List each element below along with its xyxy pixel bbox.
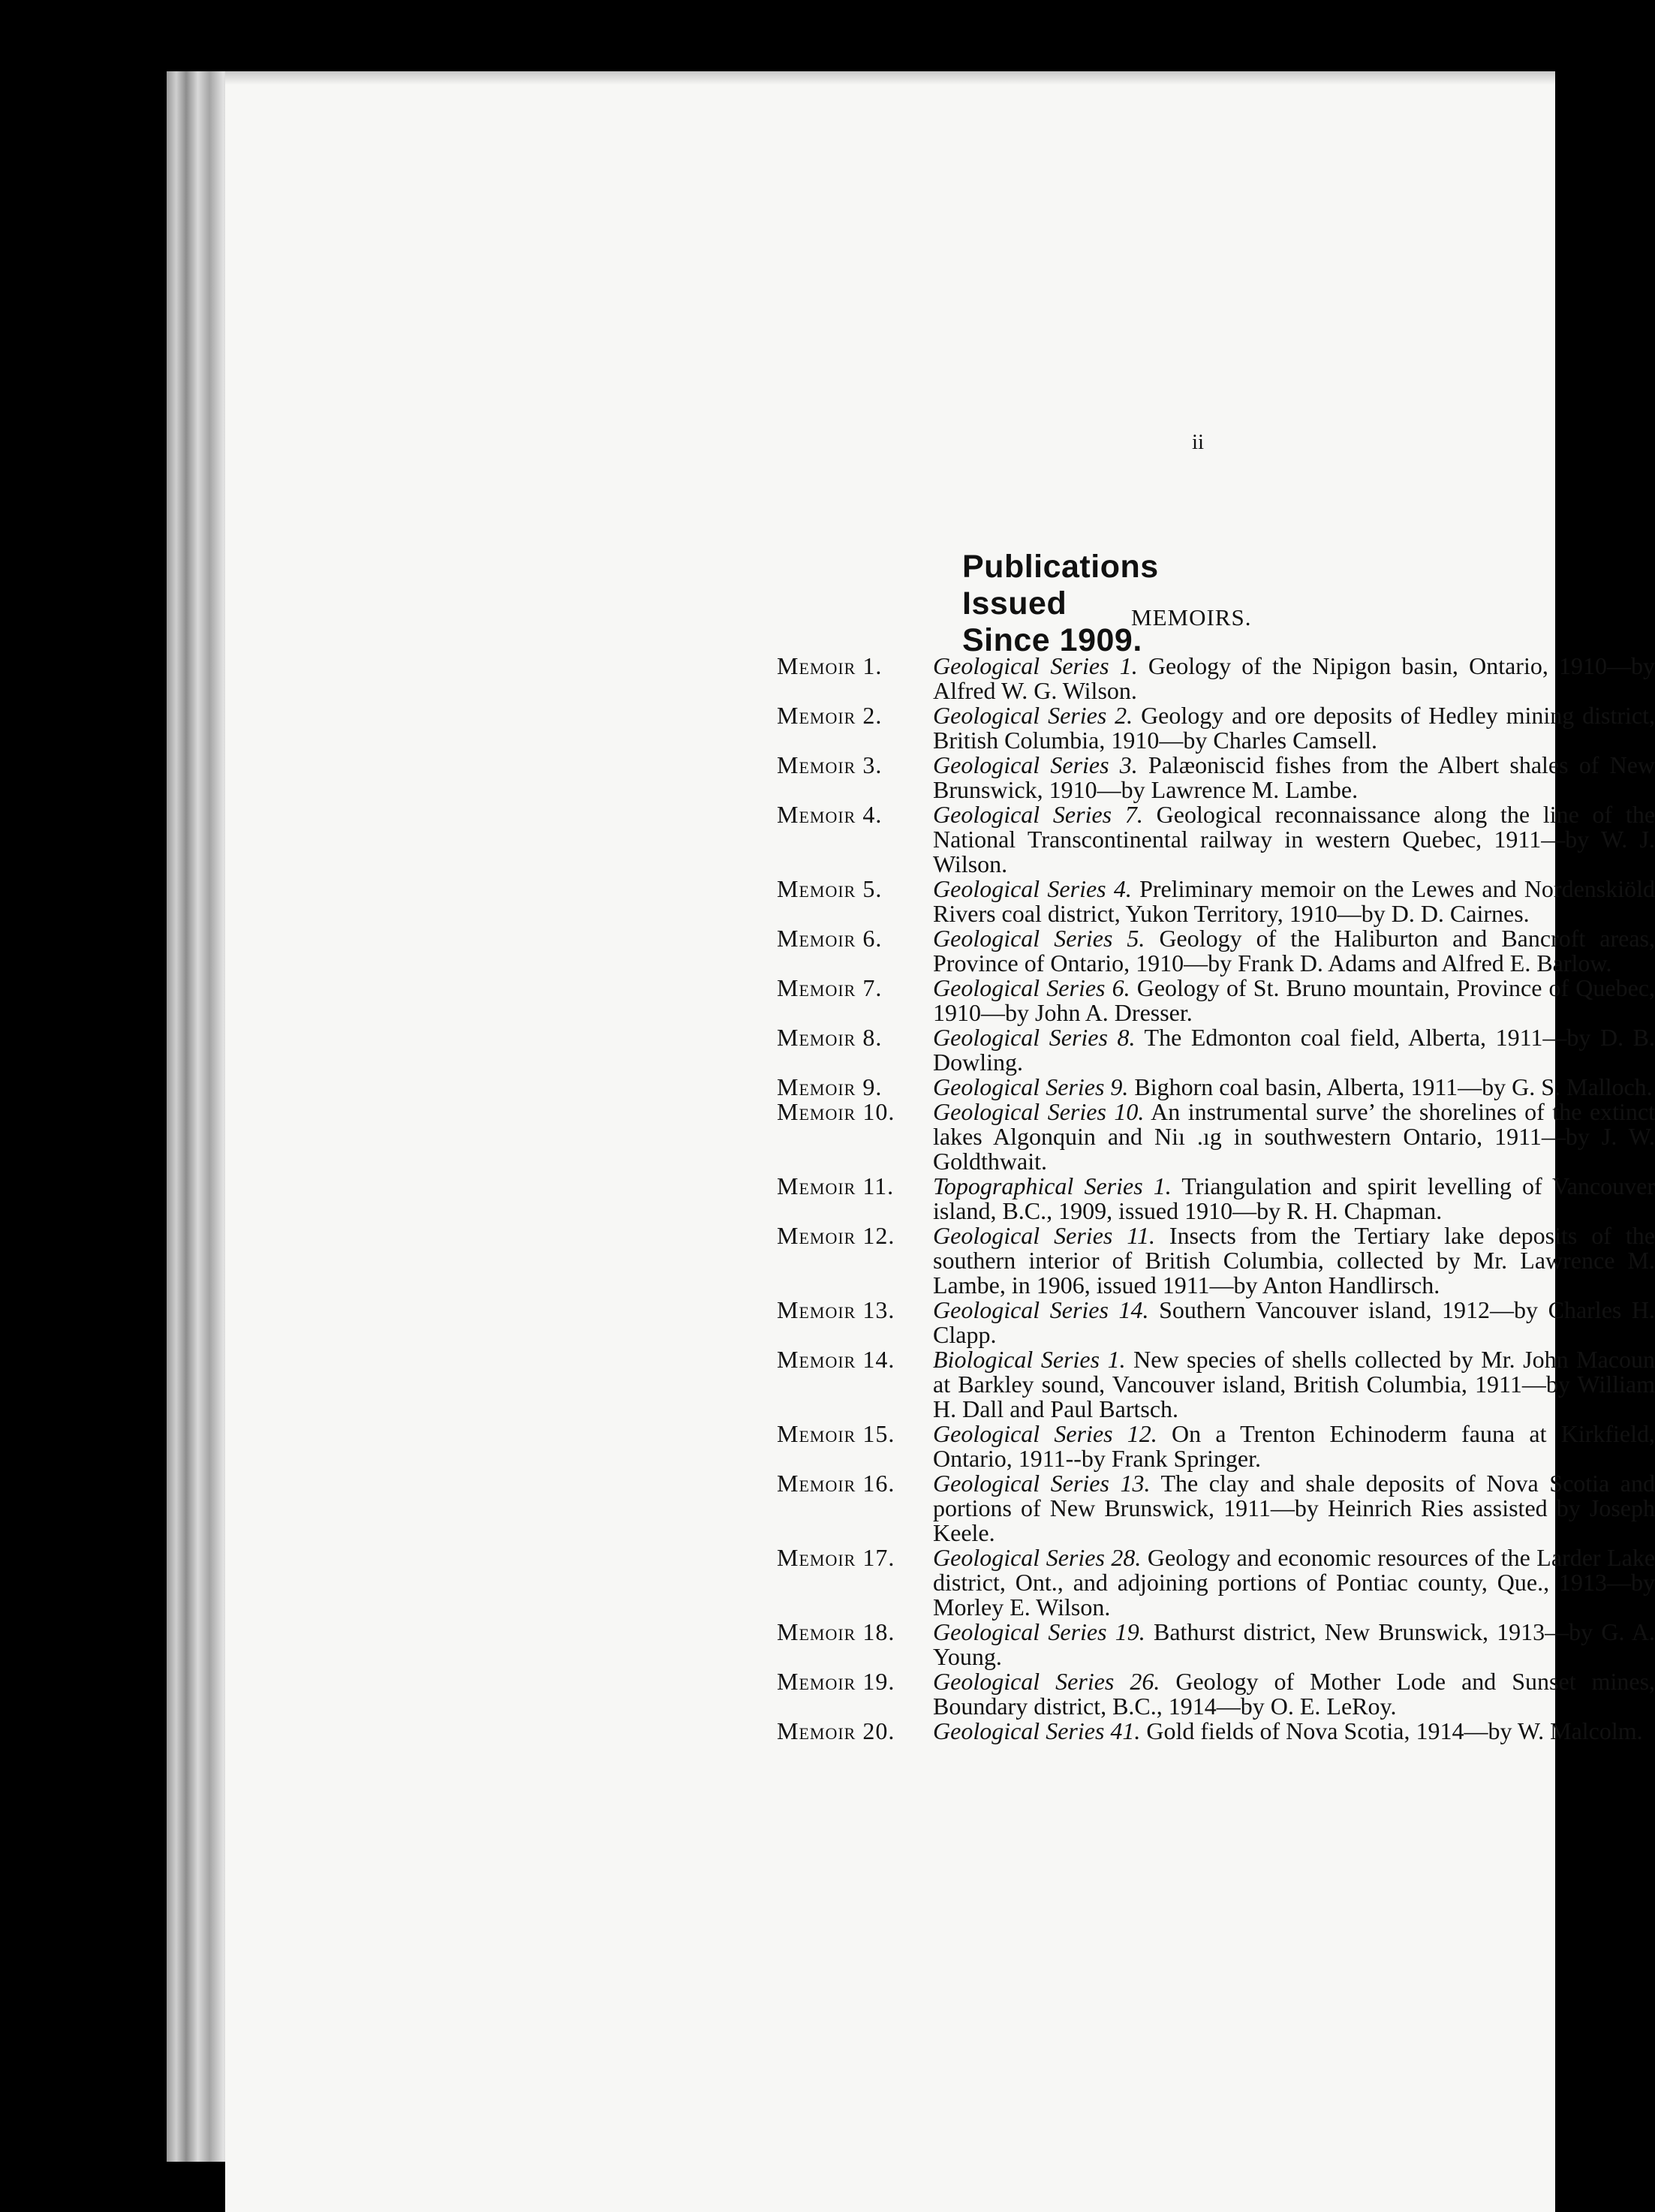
memoir-number: Memoir 3. xyxy=(777,751,883,778)
series-label: Geological Series 4. xyxy=(933,875,1132,902)
memoir-number: Memoir 7. xyxy=(777,974,883,1001)
memoir-text: Bathurst district, New Brunswick, 1913—by G. A. Young. xyxy=(933,1618,1655,1670)
memoir-text: Bighorn coal basin, Alberta, 1911—by G. S. Malloch. xyxy=(1134,1073,1653,1100)
series-label: Geological Series 5. xyxy=(933,925,1145,952)
memoir-entry xyxy=(777,1471,1655,1545)
series-label: Geological Series 14. xyxy=(933,1296,1149,1323)
memoir-number: Memoir 11. xyxy=(777,1172,895,1199)
memoir-text: Geology of the Nipigon basin, Ontario, 1910—by Alfred W. G. Wilson. xyxy=(933,652,1655,704)
memoir-entry xyxy=(777,1545,1655,1620)
memoir-entry xyxy=(777,926,1655,976)
memoir-text: Geology of Mother Lode and Sunset mines, Boundary district, B.C., 1914—by O. E. LeRoy. xyxy=(933,1668,1655,1720)
series-label: Geological Series 26. xyxy=(933,1668,1160,1695)
memoir-description xyxy=(933,753,1655,802)
memoir-description xyxy=(933,802,1655,877)
page-title: Publications Issued Since 1909. xyxy=(962,549,1159,658)
series-label: Geological Series 3. xyxy=(933,751,1138,778)
memoir-description xyxy=(933,1075,1655,1100)
memoir-entry xyxy=(777,753,1655,802)
memoir-number: Memoir 20. xyxy=(777,1717,895,1744)
memoir-number: Memoir 2. xyxy=(777,702,883,729)
series-label: Topographical Series 1. xyxy=(933,1172,1172,1199)
series-label: Geological Series 41. xyxy=(933,1717,1141,1744)
memoir-number: Memoir 14. xyxy=(777,1346,895,1373)
memoir-description xyxy=(933,1298,1655,1347)
memoir-description xyxy=(933,1025,1655,1075)
series-label: Geological Series 13. xyxy=(933,1470,1151,1497)
memoir-description xyxy=(933,1100,1655,1174)
memoir-entry xyxy=(777,976,1655,1025)
series-label: Geological Series 11. xyxy=(933,1222,1155,1249)
memoir-description xyxy=(933,1620,1655,1669)
memoir-number: Memoir 18. xyxy=(777,1618,895,1645)
memoir-entry xyxy=(777,1620,1655,1669)
memoir-number: Memoir 1. xyxy=(777,652,883,679)
memoir-number: Memoir 17. xyxy=(777,1544,895,1571)
memoir-text: Triangulation and spirit levelling of Vancouver island, B.C., 1909, issued 1910—by R. H. Chapman. xyxy=(933,1172,1655,1224)
series-label: Geological Series 10. xyxy=(933,1098,1145,1125)
memoir-text: Insects from the Tertiary lake deposits of the southern interior of British Columbia, collected by Mr. Lawrence M. Lambe, in 1906, issued 1911—by Anton Handlirsch. xyxy=(933,1222,1655,1299)
series-label: Geological Series 2. xyxy=(933,702,1133,729)
memoir-text: Preliminary memoir on the Lewes and Nordenskiöld Rivers coal district, Yukon Territory, 1910—by D. D. Cairnes. xyxy=(933,875,1655,927)
document-page xyxy=(225,71,1655,2212)
memoir-text: Geology and ore deposits of Hedley mining district, British Columbia, 1910—by Charles Camsell. xyxy=(933,702,1655,754)
series-label: Biological Series 1. xyxy=(933,1346,1126,1373)
memoir-entry xyxy=(777,802,1655,877)
memoir-description xyxy=(933,1669,1655,1719)
memoir-text: Palæoniscid fishes from the Albert shales of New Brunswick, 1910—by Lawrence M. Lambe. xyxy=(933,751,1655,803)
memoir-text: Geology and economic resources of the Larder Lake district, Ont., and adjoining portions of Pontiac county, Que., 1913—by Morley E. Wilson. xyxy=(933,1544,1655,1621)
memoir-text: Southern Vancouver island, 1912—by Charles H. Clapp. xyxy=(933,1296,1655,1348)
memoir-number: Memoir 15. xyxy=(777,1420,895,1447)
memoir-entry xyxy=(777,1075,1655,1100)
memoir-number: Memoir 9. xyxy=(777,1073,883,1100)
series-label: Geological Series 19. xyxy=(933,1618,1145,1645)
memoir-entry xyxy=(777,1422,1655,1471)
memoir-entry xyxy=(777,1347,1655,1422)
memoir-text: The Edmonton coal field, Alberta, 1911—by D. B. Dowling. xyxy=(933,1024,1655,1076)
memoir-entry xyxy=(777,654,1655,703)
memoir-text: An instrumental surve’ the shorelines of the extinct lakes Algonquin and Niı .ıg in southwestern Ontario, 1911—by J. W. Goldthwait. xyxy=(933,1098,1655,1175)
series-label: Geological Series 6. xyxy=(933,974,1130,1001)
memoir-text: Geology of St. Bruno mountain, Province of Quebec, 1910—by John A. Dresser. xyxy=(933,974,1655,1026)
memoir-description xyxy=(933,926,1655,976)
memoir-number: Memoir 5. xyxy=(777,875,883,902)
series-label: Geological Series 28. xyxy=(933,1544,1142,1571)
memoir-entry xyxy=(777,1223,1655,1298)
memoir-text: Geological reconnaissance along the line of the National Transcontinental railway in western Quebec, 1911—by W. J. Wilson. xyxy=(933,801,1655,877)
memoir-description xyxy=(933,976,1655,1025)
memoir-description xyxy=(933,1422,1655,1471)
memoir-number: Memoir 12. xyxy=(777,1222,895,1249)
memoir-text: On a Trenton Echinoderm fauna at Kirkfield, Ontario, 1911--by Frank Springer. xyxy=(933,1420,1655,1472)
memoir-list xyxy=(777,654,1655,1744)
memoir-text: Geology of the Haliburton and Bancroft areas, Province of Ontario, 1910—by Frank D. Adams and Alfred E. Barlow. xyxy=(933,925,1655,977)
memoir-entry xyxy=(777,1298,1655,1347)
memoir-number: Memoir 13. xyxy=(777,1296,895,1323)
memoir-description xyxy=(933,1471,1655,1545)
memoir-description xyxy=(933,1719,1655,1744)
memoir-description xyxy=(933,1174,1655,1223)
memoir-entry xyxy=(777,1174,1655,1223)
memoir-number: Memoir 10. xyxy=(777,1098,895,1125)
memoir-entry xyxy=(777,1025,1655,1075)
memoir-text: The clay and shale deposits of Nova Scotia and portions of New Brunswick, 1911—by Heinrich Ries assisted by Joseph Keele. xyxy=(933,1470,1655,1546)
series-label: Geological Series 7. xyxy=(933,801,1143,828)
memoir-description xyxy=(933,1223,1655,1298)
memoir-description xyxy=(933,703,1655,753)
memoir-number: Memoir 4. xyxy=(777,801,883,828)
memoir-description xyxy=(933,654,1655,703)
memoir-entry xyxy=(777,1669,1655,1719)
memoir-description xyxy=(933,1347,1655,1422)
section-heading: MEMOIRS. xyxy=(1131,604,1252,630)
memoir-number: Memoir 16. xyxy=(777,1470,895,1497)
memoir-entry xyxy=(777,703,1655,753)
series-label: Geological Series 12. xyxy=(933,1420,1157,1447)
series-label: Geological Series 9. xyxy=(933,1073,1129,1100)
memoir-entry xyxy=(777,1100,1655,1174)
memoir-description xyxy=(933,877,1655,926)
memoir-number: Memoir 6. xyxy=(777,925,883,952)
series-label: Geological Series 8. xyxy=(933,1024,1136,1051)
series-label: Geological Series 1. xyxy=(933,652,1138,679)
memoir-text: Gold fields of Nova Scotia, 1914—by W. Malcolm. xyxy=(1146,1717,1643,1744)
memoir-entry xyxy=(777,1719,1655,1744)
memoir-entry xyxy=(777,877,1655,926)
memoir-number: Memoir 8. xyxy=(777,1024,883,1051)
memoir-description xyxy=(933,1545,1655,1620)
memoir-number: Memoir 19. xyxy=(777,1668,895,1695)
memoir-text: New species of shells collected by Mr. John Macoun at Barkley sound, Vancouver island, British Columbia, 1911—by William H. Dall and Paul Bartsch. xyxy=(933,1346,1655,1422)
page-number: ii xyxy=(1192,430,1205,454)
